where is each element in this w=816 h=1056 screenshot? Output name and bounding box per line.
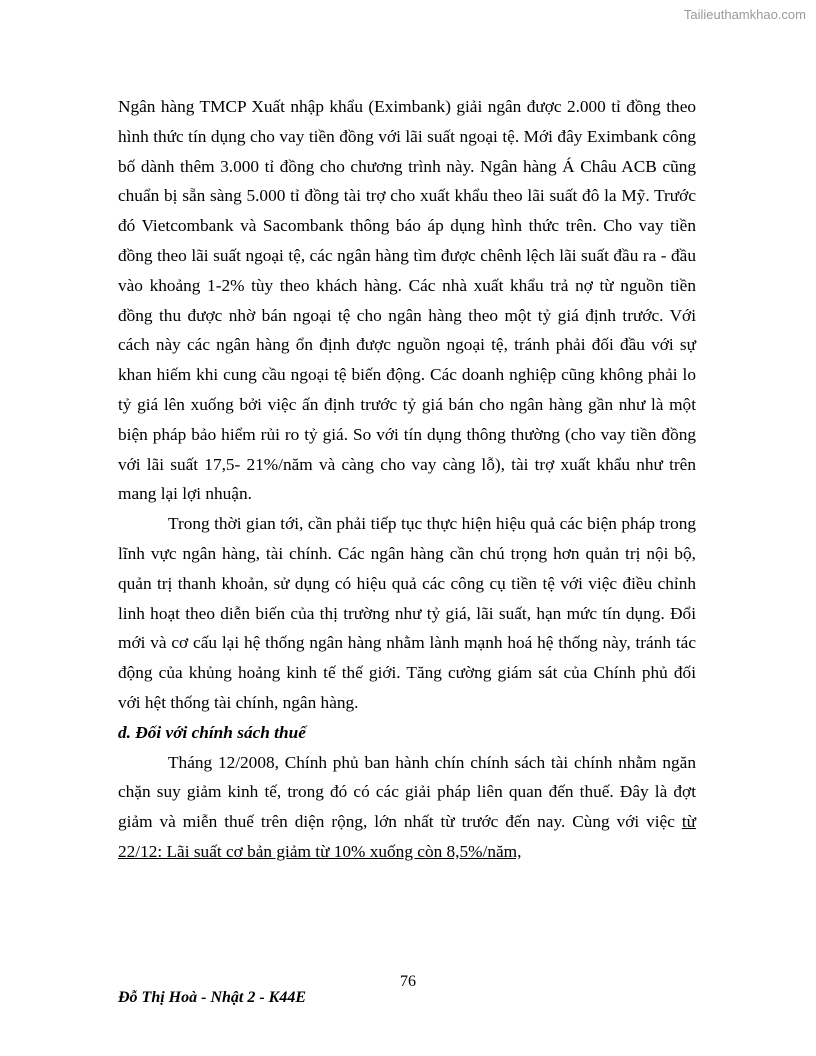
- tax-policy-text: Tháng 12/2008, Chính phủ ban hành chín chính sách tài chính nhằm ngăn chặn suy giảm kinh tế, trong đó có các giải pháp liên quan đến thuế. Đây là đợt giảm và miễn thuế trên diện rộng, lớn nhất từ trước đến nay. Cùng với việc: [118, 752, 696, 832]
- tax-policy-underlined-text: từ 22/12: Lãi suất cơ bản giảm từ 10% xuống còn 8,5%/năm,: [118, 812, 696, 861]
- footer-author: Đỗ Thị Hoà - Nhật 2 - K44E: [118, 989, 307, 1006]
- paragraph-banking-measures: Trong thời gian tới, cần phải tiếp tục thực hiện hiệu quả các biện pháp trong lĩnh vực ngân hàng, tài chính. Các ngân hàng cần chú trọng hơn quản trị nội bộ, quản trị thanh khoản, sử dụng có hiệu quả các công cụ tiền tệ với việc điều chỉnh linh hoạt theo diễn biến của thị trường như tỷ giá, lãi suất, hạn mức tín dụng. Đổi mới và cơ cấu lại hệ thống ngân hàng nhằm lành mạnh hoá hệ thống này, tránh tác động của khủng hoảng kinh tế thế giới. Tăng cường giám sát của Chính phủ đối với hệt thống tài chính, ngân hàng.: [118, 514, 696, 712]
- watermark-text: Tailieuthamkhao.com: [683, 7, 806, 22]
- paragraph-tax-policy: [118, 748, 696, 867]
- document-body: [118, 92, 696, 867]
- paragraph-bank-credit: Ngân hàng TMCP Xuất nhập khẩu (Eximbank) giải ngân được 2.000 tỉ đồng theo hình thức tín dụng cho vay tiền đồng với lãi suất ngoại tệ. Mới đây Eximbank công bố dành thêm 3.000 tỉ đồng cho chương trình này. Ngân hàng Á Châu ACB cũng chuẩn bị sẵn sàng 5.000 tỉ đồng tài trợ cho xuất khẩu theo lãi suất đô la Mỹ. Trước đó Vietcombank và Sacombank thông báo áp dụng hình thức trên. Cho vay tiền đồng theo lãi suất ngoại tệ, các ngân hàng tìm được chênh lệch lãi suất đầu ra - đầu vào khoảng 1-2% tùy theo khách hàng. Các nhà xuất khẩu trả nợ từ nguồn tiền đồng thu được nhờ bán ngoại tệ cho ngân hàng theo một tỷ giá định trước. Với cách này các ngân hàng ổn định được nguồn ngoại tệ, tránh phải đối đầu với sự khan hiếm khi cung cầu ngoại tệ biến động. Các doanh nghiệp cũng không phải lo tỷ giá lên xuống bởi việc ấn định trước tỷ giá bán cho ngân hàng gần như là một biện pháp bảo hiểm rủi ro tỷ giá. So với tín dụng thông thường (cho vay tiền đồng với lãi suất 17,5- 21%/năm và càng cho vay càng lỗ), tài trợ xuất khẩu như trên mang lại lợi nhuận.: [118, 97, 696, 504]
- section-heading-tax-policy: d. Đối với chính sách thuế: [118, 722, 306, 742]
- page-number: 76: [400, 973, 416, 990]
